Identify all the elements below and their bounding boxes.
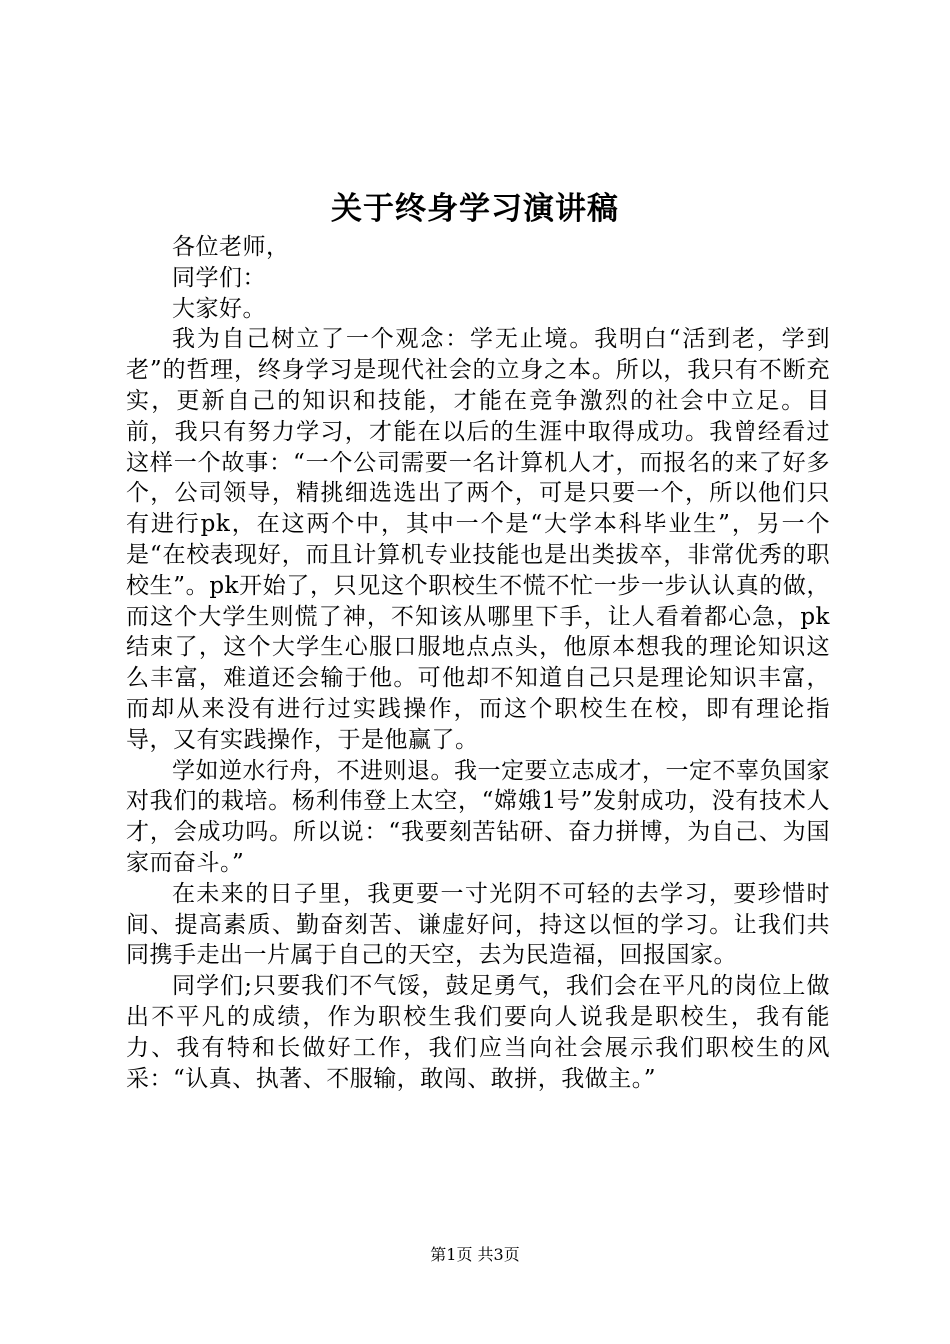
paragraph-closing: 同学们;只要我们不气馁，鼓足勇气，我们会在平凡的岗位上做出不平凡的成绩，作为职校生我们要向人说我是职校生，我有能力、我有特和长做好工作，我们应当向社会展示我们职校生的风采：“认真、执著、不服输，敢闯、敢拼，我做主。” (126, 973, 830, 1092)
greeting-hello: 大家好。 (172, 295, 266, 322)
paragraph-future: 在未来的日子里，我更要一寸光阴不可轻的去学习，要珍惜时间、提高素质、勤奋刻苦、谦虚好问，持这以恒的学习。让我们共同携手走出一片属于自己的天空，去为民造福，回报国家。 (126, 880, 830, 969)
page-number-footer: 第1页 共3页 (430, 1245, 520, 1264)
document-body (126, 232, 830, 1094)
paragraph-aspiration: 学如逆水行舟，不进则退。我一定要立志成才，一定不辜负国家对我们的栽培。杨利伟登上太空，“嫦娥1号”发射成功，没有技术人才，会成功吗。所以说：“我要刻苦钻研、奋力拼博，为自己、为国家而奋斗。” (126, 757, 830, 876)
document-title: 关于终身学习演讲稿 (331, 191, 619, 227)
greeting-teachers: 各位老师， (172, 234, 290, 260)
greeting-students: 同学们： (172, 264, 266, 291)
paragraph-lifelong-learning: 我为自己树立了一个观念：学无止境。我明白“活到老，学到老”的哲理，终身学习是现代社会的立身之本。所以，我只有不断充实，更新自己的知识和技能，才能在竞争激烈的社会中立足。目前，我只有努力学习，才能在以后的生涯中取得成功。我曾经看过这样一个故事：“一个公司需要一名计算机人才，而报名的来了好多个，公司领导，精挑细选选出了两个，可是只要一个，所以他们只有进行pk，在这两个中，其中一个是“大学本科毕业生”，另一个是“在校表现好，而且计算机专业技能也是出类拔卒，非常优秀的职校生”。pk开始了，只见这个职校生不慌不忙一步一步认认真的做，而这个大学生则慌了神，不知该从哪里下手，让人看着都心急，pk结束了，这个大学生心服口服地点点头，他原本想我的理论知识这么丰富，难道还会输于他。可他却不知道自己只是理论知识丰富，而却从来没有进行过实践操作，而这个职校生在校，即有理论指导，又有实践操作，于是他赢了。 (126, 326, 830, 753)
